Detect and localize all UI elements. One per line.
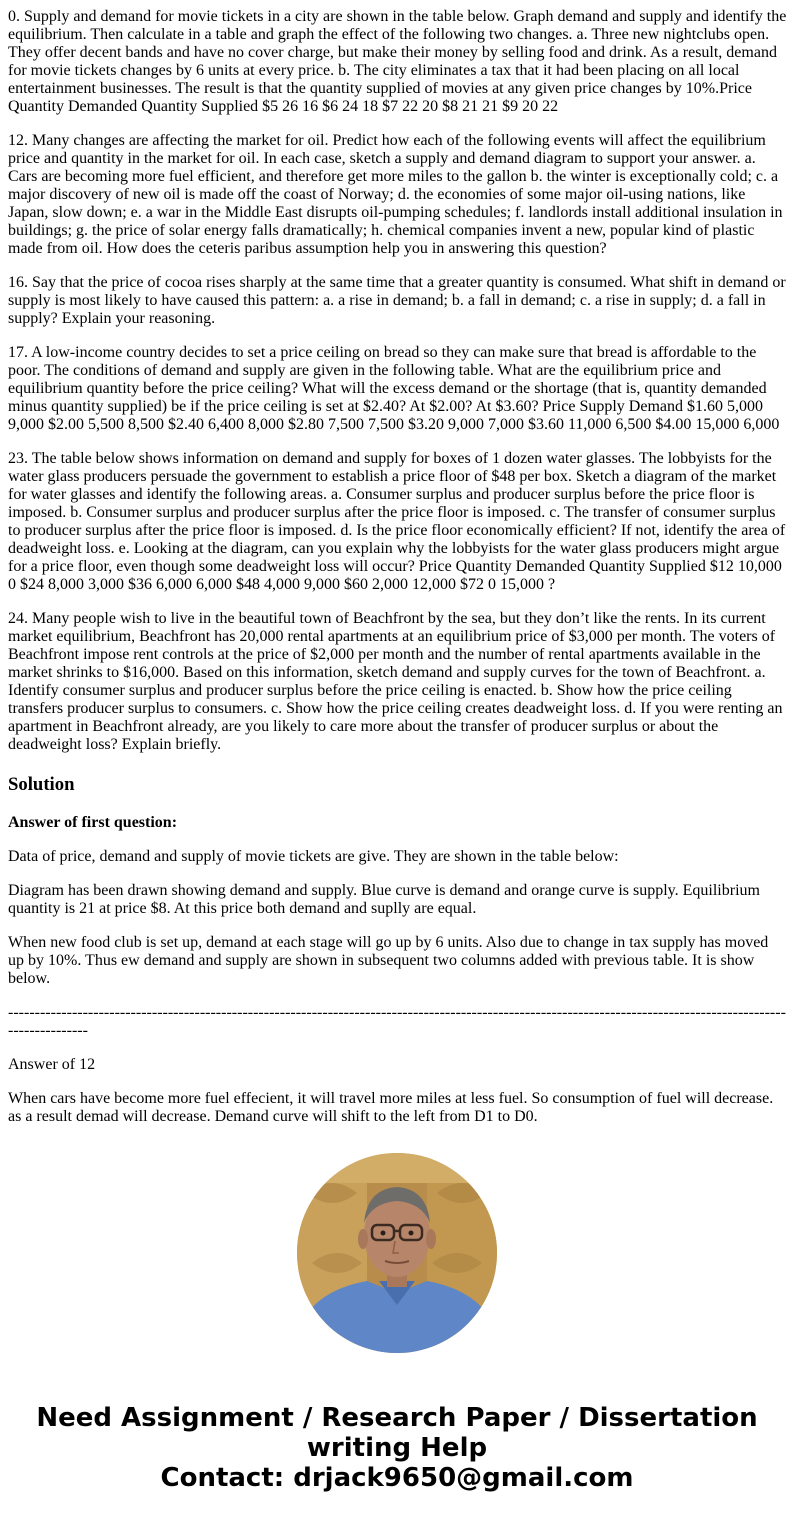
solution-paragraph-3: When new food club is set up, demand at each stage will go up by 6 units. Also due to change in tax supply has moved up by 10%. Thus ew demand and supply are shown in subsequent two columns added with previous table. It is show below.: [8, 934, 769, 987]
footer-line-1: Need Assignment / Research Paper / Dissertation: [36, 1403, 758, 1433]
author-portrait-icon: [297, 1153, 497, 1353]
first-answer-label: [8, 814, 788, 832]
question-12: 12. Many changes are affecting the market for oil. Predict how each of the following events will affect the equilibrium price and quantity in the market for oil. In each case, sketch a supply and demand diagram to support your answer. a. Cars are becoming more fuel efficient, and therefore get more miles to the gallon b. the winter is exceptionally cold; c. a major discovery of new oil is made off the coast of Norway; d. the economies of some major oil-using nations, like Japan, slow down; e. a war in the Middle East disrupts oil-pumping schedules; f. landlords install additional insulation in buildings; g. the price of solar energy falls dramatically; h. chemical companies invent a new, popular kind of plastic made from oil. How does the ceteris paribus assumption help you in answering this question?: [8, 132, 783, 257]
author-avatar: [297, 1153, 497, 1353]
question-24: 24. Many people wish to live in the beautiful town of Beachfront by the sea, but they don’t like the rents. In its current market equilibrium, Beachfront has 20,000 rental apartments at an equilibrium price of $3,000 per month. The voters of Beachfront impose rent controls at the price of $2,000 per month and the number of rental apartments available in the market shrinks to $16,000. Based on this information, sketch demand and supply curves for the town of Beachfront. a. Identify consumer surplus and producer surplus before the price ceiling is enacted. b. Show how the price ceiling transfers producer surplus to consumers. c. Show how the price ceiling creates deadweight loss. d. If you were renting an apartment in Beachfront already, are you likely to care more about the transfer of producer surplus or about the deadweight loss? Explain briefly.: [8, 610, 783, 753]
footer-line-2: writing Help: [306, 1433, 488, 1463]
first-answer-label-text: Answer of first question:: [8, 814, 178, 831]
solution-heading: Solution: [8, 774, 75, 795]
document-body: [8, 8, 788, 1142]
divider-line: -----------------------------------------------------------------------------------------------------------------------------------------------------------------: [8, 1004, 786, 1039]
question-0: 0. Supply and demand for movie tickets in a city are shown in the table below. Graph demand and supply and identify the equilibrium. Then calculate in a table and graph the effect of the following two changes. a. Three new nightclubs open. They offer decent bands and have no cover charge, but make their money by selling food and drink. As a result, demand for movie tickets changes by 6 units at every price. b. The city eliminates a tax that it had been placing on all local entertainment businesses. The result is that the quantity supplied of movies at any given price changes by 10%.Price Quantity Demanded Quantity Supplied $5 26 16 $6 24 18 $7 22 20 $8 21 21 $9 20 22: [8, 8, 787, 115]
footer-contact: Contact: drjack9650@gmail.com: [160, 1463, 634, 1493]
footer-banner: [0, 1403, 794, 1493]
solution-paragraph-1: Data of price, demand and supply of movie tickets are give. They are shown in the table below:: [8, 848, 619, 865]
solution-paragraph-2: Diagram has been drawn showing demand and supply. Blue curve is demand and orange curve is supply. Equilibrium quantity is 21 at price $8. At this price both demand and suplly are equal.: [8, 882, 760, 917]
answer-12-text: When cars have become more fuel effecient, it will travel more miles at less fuel. So consumption of fuel will decrease. as a result demad will decrease. Demand curve will shift to the left from D1 to D0.: [8, 1090, 774, 1125]
answer-12-label: Answer of 12: [8, 1056, 96, 1073]
question-16: 16. Say that the price of cocoa rises sharply at the same time that a greater quantity is consumed. What shift in demand or supply is most likely to have caused this pattern: a. a rise in demand; b. a fall in demand; c. a rise in supply; d. a fall in supply? Explain your reasoning.: [8, 274, 786, 327]
question-17: 17. A low-income country decides to set a price ceiling on bread so they can make sure that bread is affordable to the poor. The conditions of demand and supply are given in the following table. What are the equilibrium price and equilibrium quantity before the price ceiling? What will the excess demand or the shortage (that is, quantity demanded minus quantity supplied) be if the price ceiling is set at $2.40? At $2.00? At $3.60? Price Supply Demand $1.60 5,000 9,000 $2.00 5,500 8,500 $2.40 6,400 8,000 $2.80 7,500 7,500 $3.20 9,000 7,000 $3.60 11,000 6,500 $4.00 15,000 6,000: [8, 344, 780, 433]
question-23: 23. The table below shows information on demand and supply for boxes of 1 dozen water glasses. The lobbyists for the water glass producers persuade the government to establish a price floor of $48 per box. Sketch a diagram of the market for water glasses and identify the following areas. a. Consumer surplus and producer surplus before the price floor is imposed. b. Consumer surplus and producer surplus after the price floor is imposed. c. The transfer of consumer surplus to producer surplus after the price floor is imposed. d. Is the price floor economically efficient? If not, identify the area of deadweight loss. e. Looking at the diagram, can you explain why the lobbyists for the water glass producers might argue for a price floor, even though some deadweight loss will occur? Price Quantity Demanded Quantity Supplied $12 10,000 0 $24 8,000 3,000 $36 6,000 6,000 $48 4,000 9,000 $60 2,000 12,000 $72 0 15,000 ?: [8, 450, 786, 593]
